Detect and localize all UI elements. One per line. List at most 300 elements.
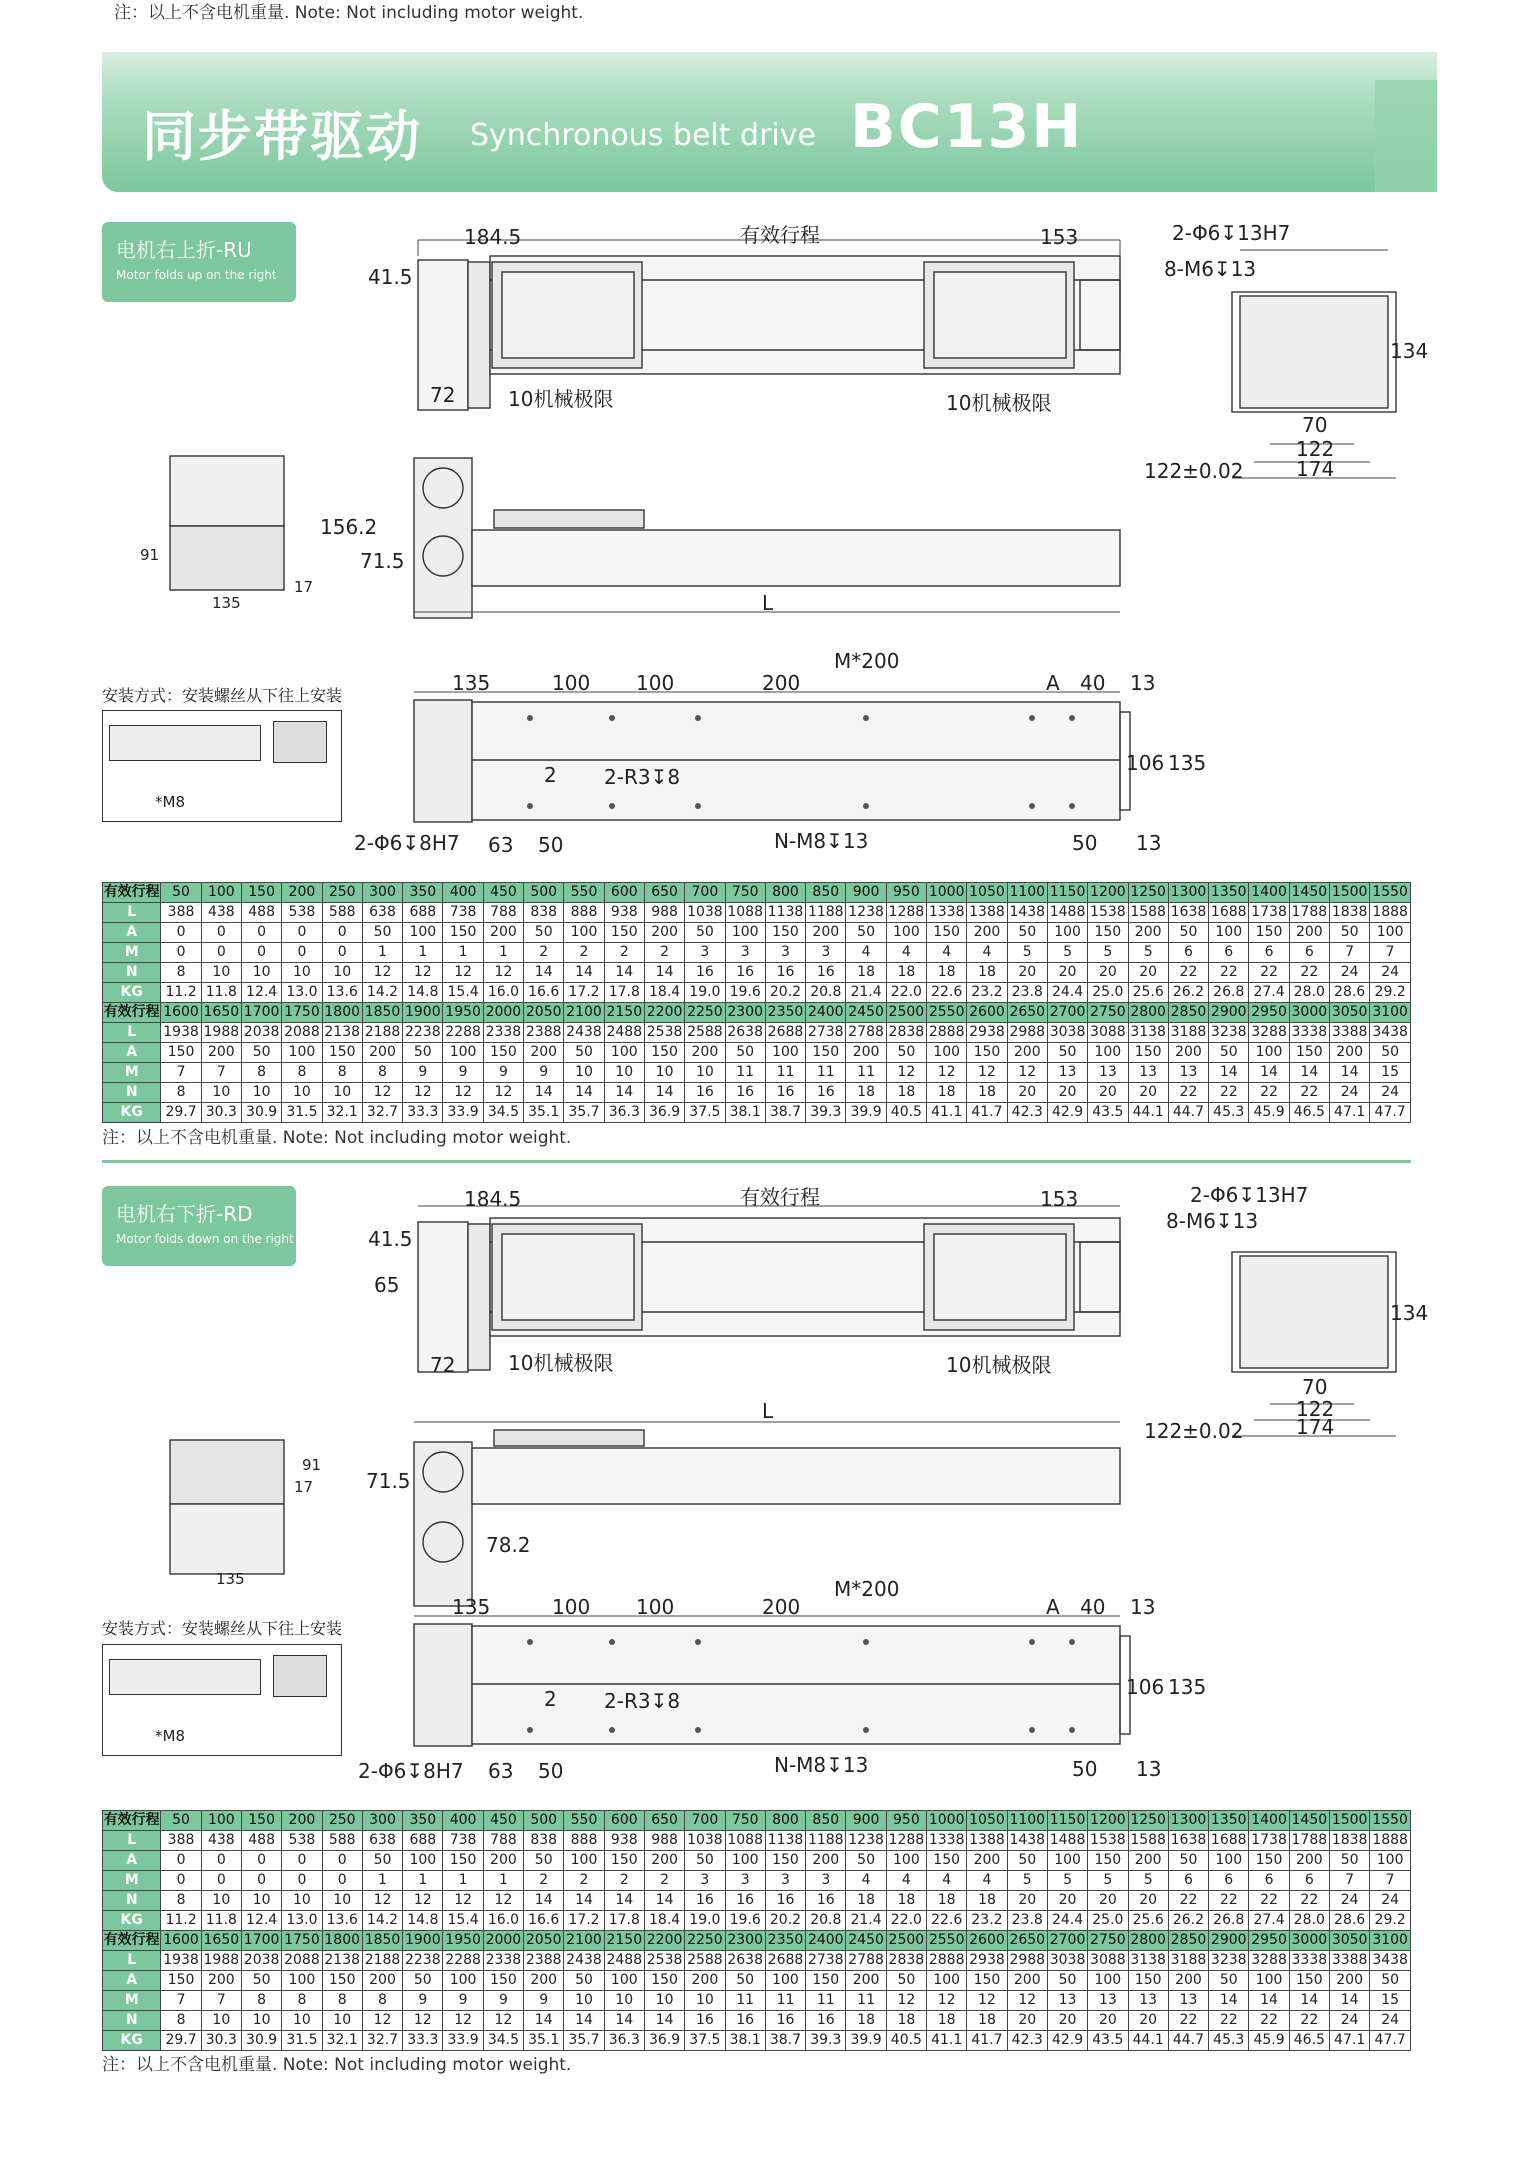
table-cell: 2738 <box>806 1951 846 1971</box>
table-cell: 150 <box>644 1971 684 1991</box>
dim-b200: 200 <box>762 671 801 695</box>
table-cell: 16.6 <box>524 1911 564 1931</box>
table-cell: 1938 <box>161 1023 201 1043</box>
table-cell: 11.2 <box>161 983 201 1003</box>
dim-72: 72 <box>430 383 456 407</box>
table-cell: 50 <box>524 923 564 943</box>
top-note: 注：以上不含电机重量. Note: Not including motor weight. <box>114 3 584 23</box>
table-row <box>103 1851 1411 1871</box>
table-cell: 28.6 <box>1329 1911 1369 1931</box>
table-cell: 0 <box>241 943 281 963</box>
table-cell: 5 <box>1128 1871 1168 1891</box>
table-cell: 488 <box>241 903 281 923</box>
table-cell: 23.8 <box>1007 1911 1047 1931</box>
table-cell: 36.9 <box>644 2031 684 2051</box>
table-cell: 2700 <box>1047 1931 1087 1951</box>
dim-hole-h7: 2-Φ6↧13H7 <box>1190 1183 1309 1207</box>
table-cell: 1588 <box>1128 903 1168 923</box>
row-label: A <box>103 1971 161 1991</box>
table-cell: 2838 <box>886 1951 926 1971</box>
table-cell: 10 <box>201 2011 241 2031</box>
table-cell: 150 <box>1289 1043 1329 1063</box>
install-screw: *M8 <box>155 1727 185 1745</box>
table-cell: 14 <box>644 1891 684 1911</box>
table-cell: 50 <box>241 1043 281 1063</box>
header-banner <box>102 52 1437 192</box>
table-cell: 0 <box>201 923 241 943</box>
table-cell: 1438 <box>1007 1831 1047 1851</box>
table-cell: 3 <box>806 943 846 963</box>
table-cell: 0 <box>161 1851 201 1871</box>
table-cell: 16 <box>806 1891 846 1911</box>
table-cell: 9 <box>443 1991 483 2011</box>
table-cell: 3 <box>685 943 725 963</box>
table-cell: 39.3 <box>806 2031 846 2051</box>
table-cell: 3288 <box>1249 1023 1289 1043</box>
table-cell: 2038 <box>241 1023 281 1043</box>
table-cell: 50 <box>564 1043 604 1063</box>
table-cell: 31.5 <box>282 1103 322 1123</box>
table-cell: 18 <box>967 963 1007 983</box>
table-cell: 538 <box>282 1831 322 1851</box>
table-cell: 14 <box>524 2011 564 2031</box>
table-cell: 11.2 <box>161 1911 201 1931</box>
table-cell: 18 <box>927 1891 967 1911</box>
row-label: 有效行程 <box>103 883 161 903</box>
table-cell: 16 <box>725 963 765 983</box>
table-cell: 1350 <box>1209 883 1249 903</box>
table-cell: 18 <box>967 1083 1007 1103</box>
table-cell: 1200 <box>1088 1811 1128 1831</box>
table-cell: 50 <box>1047 1971 1087 1991</box>
table-cell: 1038 <box>685 1831 725 1851</box>
dim-m200: M*200 <box>834 649 900 673</box>
table-cell: 2250 <box>685 1931 725 1951</box>
table-cell: 22 <box>1289 1083 1329 1103</box>
banner-title-en: Synchronous belt drive <box>470 118 816 153</box>
table-cell: 38.1 <box>725 1103 765 1123</box>
table-cell: 300 <box>362 1811 402 1831</box>
table-cell: 22 <box>1209 1083 1249 1103</box>
table-cell: 9 <box>524 1063 564 1083</box>
table-cell: 10 <box>644 1991 684 2011</box>
dim-stroke: 有效行程 <box>740 223 820 247</box>
table-cell: 1238 <box>846 1831 886 1851</box>
table-cell: 12 <box>1007 1991 1047 2011</box>
table-cell: 25.0 <box>1088 1911 1128 1931</box>
table-cell: 44.1 <box>1128 1103 1168 1123</box>
table-cell: 1088 <box>725 1831 765 1851</box>
table-cell: 100 <box>1088 1971 1128 1991</box>
table-cell: 32.1 <box>322 2031 362 2051</box>
table-cell: 10 <box>241 1891 281 1911</box>
table-cell: 200 <box>524 1971 564 1991</box>
table-cell: 788 <box>483 1831 523 1851</box>
table-cell: 11 <box>725 1991 765 2011</box>
table-cell: 100 <box>201 883 241 903</box>
install-rail <box>109 725 261 761</box>
table-cell: 2300 <box>725 1931 765 1951</box>
table-cell: 2350 <box>765 1003 805 1023</box>
table-cell: 1100 <box>1007 1811 1047 1831</box>
table-cell: 200 <box>282 883 322 903</box>
table-cell: 10 <box>322 1083 362 1103</box>
table-cell: 12 <box>886 1991 926 2011</box>
table-cell: 50 <box>362 923 402 943</box>
table-cell: 150 <box>483 1043 523 1063</box>
table-cell: 900 <box>846 1811 886 1831</box>
table-cell: 100 <box>1249 1043 1289 1063</box>
table-cell: 16 <box>806 963 846 983</box>
table-cell: 14 <box>1209 1063 1249 1083</box>
table-cell: 2538 <box>644 1023 684 1043</box>
table-cell: 28.0 <box>1289 1911 1329 1931</box>
table-cell: 20 <box>1088 1891 1128 1911</box>
table-cell: 28.6 <box>1329 983 1369 1003</box>
table-cell: 11 <box>725 1063 765 1083</box>
table-cell: 150 <box>1249 923 1289 943</box>
table-cell: 22.6 <box>927 1911 967 1931</box>
table-cell: 18 <box>886 2011 926 2031</box>
table-cell: 0 <box>161 1871 201 1891</box>
table-cell: 16.0 <box>483 983 523 1003</box>
table-cell: 200 <box>524 1043 564 1063</box>
table-cell: 1338 <box>927 1831 967 1851</box>
table-cell: 3100 <box>1370 1003 1411 1023</box>
table-cell: 22 <box>1209 963 1249 983</box>
table-cell: 47.1 <box>1329 2031 1369 2051</box>
table-cell: 40.5 <box>886 1103 926 1123</box>
dim-b106: 106 <box>1126 751 1165 775</box>
table-cell: 31.5 <box>282 2031 322 2051</box>
table-cell: 33.3 <box>403 2031 443 2051</box>
table-cell: 9 <box>403 1063 443 1083</box>
table-cell: 9 <box>443 1063 483 1083</box>
table-cell: 988 <box>644 903 684 923</box>
table-cell: 10 <box>201 963 241 983</box>
table-cell: 4 <box>927 1871 967 1891</box>
table-cell: 39.9 <box>846 1103 886 1123</box>
table-cell: 30.3 <box>201 2031 241 2051</box>
table-cell: 41.7 <box>967 2031 1007 2051</box>
dim-122: 122 <box>1296 1397 1335 1421</box>
table-cell: 2988 <box>1007 1951 1047 1971</box>
table-cell: 22 <box>1249 1083 1289 1103</box>
dim-135-side: 135 <box>212 594 241 612</box>
dim-b63: 63 <box>488 833 514 857</box>
table-cell: 20.2 <box>765 1911 805 1931</box>
table-cell: 988 <box>644 1831 684 1851</box>
table-cell: 1450 <box>1289 1811 1329 1831</box>
table-cell: 200 <box>1329 1971 1369 1991</box>
table-cell: 2488 <box>604 1023 644 1043</box>
table-row <box>103 1103 1411 1123</box>
table-cell: 1800 <box>322 1003 362 1023</box>
table-cell: 1288 <box>886 1831 926 1851</box>
table-cell: 1 <box>443 1871 483 1891</box>
table-cell: 200 <box>806 923 846 943</box>
dim-b40: 40 <box>1080 671 1106 695</box>
table-cell: 2800 <box>1128 1003 1168 1023</box>
table-cell: 2338 <box>483 1023 523 1043</box>
dim-b13r: 13 <box>1136 831 1162 855</box>
table-cell: 29.2 <box>1370 1911 1411 1931</box>
table-cell: 1538 <box>1088 903 1128 923</box>
table-cell: 3088 <box>1088 1023 1128 1043</box>
table-cell: 4 <box>967 943 1007 963</box>
table-cell: 100 <box>1047 923 1087 943</box>
table-cell: 2088 <box>282 1951 322 1971</box>
table-cell: 10 <box>241 2011 281 2031</box>
table-cell: 1738 <box>1249 903 1289 923</box>
badge-title-en: Motor folds down on the right <box>116 1232 294 1246</box>
spec-table <box>102 1810 1411 2051</box>
table-cell: 538 <box>282 903 322 923</box>
dim-L: L <box>762 591 774 615</box>
table-cell: 638 <box>362 1831 402 1851</box>
table-cell: 7 <box>161 1063 201 1083</box>
table-cell: 24 <box>1370 2011 1411 2031</box>
table-cell: 38.1 <box>725 2031 765 2051</box>
table-cell: 100 <box>765 1043 805 1063</box>
table-cell: 14.8 <box>403 1911 443 1931</box>
table-row <box>103 2031 1411 2051</box>
table-row <box>103 1931 1411 1951</box>
table-cell: 50 <box>403 1971 443 1991</box>
table-cell: 1338 <box>927 903 967 923</box>
dim-b100a: 100 <box>552 671 591 695</box>
table-cell: 4 <box>886 1871 926 1891</box>
table-cell: 12 <box>443 1891 483 1911</box>
table-cell: 20.8 <box>806 983 846 1003</box>
table-cell: 14 <box>564 1083 604 1103</box>
table-cell: 24 <box>1370 963 1411 983</box>
table-cell: 688 <box>403 1831 443 1851</box>
table-cell: 13.0 <box>282 983 322 1003</box>
table-cell: 6 <box>1168 1871 1208 1891</box>
dim-122-tol: 122±0.02 <box>1144 1419 1244 1443</box>
table-cell: 1600 <box>161 1003 201 1023</box>
table-cell: 150 <box>1289 1971 1329 1991</box>
table-cell: 3 <box>725 1871 765 1891</box>
table-cell: 25.0 <box>1088 983 1128 1003</box>
table-cell: 0 <box>282 943 322 963</box>
table-cell: 800 <box>765 1811 805 1831</box>
table-cell: 1850 <box>362 1003 402 1023</box>
table-cell: 3138 <box>1128 1023 1168 1043</box>
table-cell: 150 <box>443 923 483 943</box>
table-cell: 50 <box>1329 923 1369 943</box>
table-cell: 50 <box>241 1971 281 1991</box>
table-cell: 100 <box>725 1851 765 1871</box>
table-cell: 18 <box>967 2011 1007 2031</box>
table-cell: 34.5 <box>483 2031 523 2051</box>
dim-b13: 13 <box>1130 1595 1156 1619</box>
table-cell: 2200 <box>644 1931 684 1951</box>
table-cell: 0 <box>161 923 201 943</box>
table-cell: 12 <box>483 1083 523 1103</box>
table-cell: 200 <box>362 1043 402 1063</box>
table-cell: 650 <box>644 1811 684 1831</box>
table-cell: 200 <box>806 1851 846 1871</box>
table-cell: 100 <box>725 923 765 943</box>
dim-limit-right: 10机械极限 <box>946 1353 1052 1377</box>
table-cell: 50 <box>161 883 201 903</box>
table-cell: 1988 <box>201 1023 241 1043</box>
table-cell: 13.6 <box>322 1911 362 1931</box>
table-cell: 14 <box>604 1891 644 1911</box>
table-cell: 14.2 <box>362 983 402 1003</box>
table-cell: 850 <box>806 1811 846 1831</box>
table-cell: 0 <box>282 1851 322 1871</box>
table-cell: 3388 <box>1329 1023 1369 1043</box>
table-cell: 2888 <box>927 1023 967 1043</box>
table-cell: 20 <box>1007 1083 1047 1103</box>
table-cell: 388 <box>161 903 201 923</box>
table-cell: 32.1 <box>322 1103 362 1123</box>
table-cell: 13 <box>1168 1991 1208 2011</box>
table-cell: 33.9 <box>443 2031 483 2051</box>
install-rail <box>109 1659 261 1695</box>
table-cell: 16 <box>765 1891 805 1911</box>
table-cell: 5 <box>1088 943 1128 963</box>
table-cell: 1138 <box>765 1831 805 1851</box>
table-cell: 9 <box>483 1991 523 2011</box>
dim-nm8: N-M8↧13 <box>774 829 869 853</box>
table-cell: 200 <box>846 1043 886 1063</box>
table-cell: 18.4 <box>644 983 684 1003</box>
dim-91: 91 <box>140 546 160 564</box>
table-cell: 100 <box>1047 1851 1087 1871</box>
install-label: 安装方式：安装螺丝从下往上安装 <box>102 1619 343 1638</box>
table-cell: 3 <box>765 1871 805 1891</box>
table-cell: 150 <box>161 1971 201 1991</box>
table-cell: 1688 <box>1209 903 1249 923</box>
table-cell: 150 <box>443 1851 483 1871</box>
dim-bA: A <box>1046 671 1060 695</box>
table-cell: 7 <box>1329 1871 1369 1891</box>
table-cell: 12 <box>403 1891 443 1911</box>
table-cell: 7 <box>1370 1871 1411 1891</box>
table-cell: 1000 <box>927 1811 967 1831</box>
table-cell: 20 <box>1128 963 1168 983</box>
table-cell: 450 <box>483 883 523 903</box>
table-cell: 1538 <box>1088 1831 1128 1851</box>
table-cell: 2788 <box>846 1951 886 1971</box>
row-label: L <box>103 903 161 923</box>
table-cell: 788 <box>483 903 523 923</box>
table-cell: 10 <box>201 1891 241 1911</box>
table-cell: 4 <box>927 943 967 963</box>
table-cell: 1700 <box>241 1931 281 1951</box>
dim-h8: 2-Φ6↧8H7 <box>354 831 460 855</box>
table-cell: 0 <box>201 1871 241 1891</box>
row-label: KG <box>103 1103 161 1123</box>
row-label: KG <box>103 1911 161 1931</box>
table-cell: 2038 <box>241 1951 281 1971</box>
table-cell: 1500 <box>1329 1811 1369 1831</box>
table-cell: 39.9 <box>846 2031 886 2051</box>
table-cell: 250 <box>322 883 362 903</box>
table-cell: 44.7 <box>1168 1103 1208 1123</box>
dim-b40: 40 <box>1080 1595 1106 1619</box>
table-cell: 500 <box>524 883 564 903</box>
table-cell: 50 <box>1168 923 1208 943</box>
dim-b135r: 135 <box>1168 751 1207 775</box>
table-cell: 11 <box>765 1063 805 1083</box>
table-cell: 42.9 <box>1047 1103 1087 1123</box>
table-cell: 638 <box>362 903 402 923</box>
table-cell: 2700 <box>1047 1003 1087 1023</box>
table-cell: 12 <box>967 1063 1007 1083</box>
dim-b2: 2 <box>544 1687 557 1711</box>
table-cell: 22 <box>1209 2011 1249 2031</box>
table-cell: 1188 <box>806 1831 846 1851</box>
table-cell: 838 <box>524 1831 564 1851</box>
table-cell: 3438 <box>1370 1951 1411 1971</box>
table-cell: 2388 <box>524 1023 564 1043</box>
table-cell: 2538 <box>644 1951 684 1971</box>
table-cell: 3088 <box>1088 1951 1128 1971</box>
table-cell: 10 <box>644 1063 684 1083</box>
table-cell: 0 <box>322 1871 362 1891</box>
table-cell: 20 <box>1047 1891 1087 1911</box>
table-cell: 838 <box>524 903 564 923</box>
table-cell: 8 <box>161 1083 201 1103</box>
table-cell: 1250 <box>1128 1811 1168 1831</box>
table-cell: 38.7 <box>765 1103 805 1123</box>
table-cell: 22.6 <box>927 983 967 1003</box>
table-cell: 24 <box>1329 1891 1369 1911</box>
table-cell: 150 <box>765 923 805 943</box>
dim-m200: M*200 <box>834 1577 900 1601</box>
table-cell: 5 <box>1047 943 1087 963</box>
table-cell: 2788 <box>846 1023 886 1043</box>
table-cell: 11.8 <box>201 983 241 1003</box>
table-cell: 2150 <box>604 1931 644 1951</box>
table-cell: 12 <box>362 1083 402 1103</box>
dim-122: 122 <box>1296 437 1335 461</box>
table-cell: 100 <box>403 1851 443 1871</box>
table-cell: 41.1 <box>927 1103 967 1123</box>
table-cell: 2638 <box>725 1023 765 1043</box>
section-divider <box>102 1160 1411 1163</box>
table-cell: 1488 <box>1047 903 1087 923</box>
dim-limit-right: 10机械极限 <box>946 391 1052 415</box>
table-cell: 24 <box>1329 2011 1369 2031</box>
table-cell: 150 <box>1088 923 1128 943</box>
table-cell: 11 <box>765 1991 805 2011</box>
table-cell: 16 <box>806 1083 846 1103</box>
table-cell: 488 <box>241 1831 281 1851</box>
table-cell: 1750 <box>282 1003 322 1023</box>
table-cell: 2488 <box>604 1951 644 1971</box>
table-cell: 2688 <box>765 1023 805 1043</box>
table-cell: 2000 <box>483 1003 523 1023</box>
table-cell: 22 <box>1249 963 1289 983</box>
table-cell: 10 <box>241 1083 281 1103</box>
install-block <box>273 721 327 763</box>
table-cell: 16 <box>725 1891 765 1911</box>
table-cell: 50 <box>1209 1043 1249 1063</box>
table-cell: 24 <box>1370 1891 1411 1911</box>
table-cell: 33.3 <box>403 1103 443 1123</box>
table-cell: 12 <box>927 1063 967 1083</box>
table-cell: 12 <box>483 1891 523 1911</box>
table-cell: 750 <box>725 883 765 903</box>
table-cell: 47.7 <box>1370 1103 1411 1123</box>
dim-b200: 200 <box>762 1595 801 1619</box>
